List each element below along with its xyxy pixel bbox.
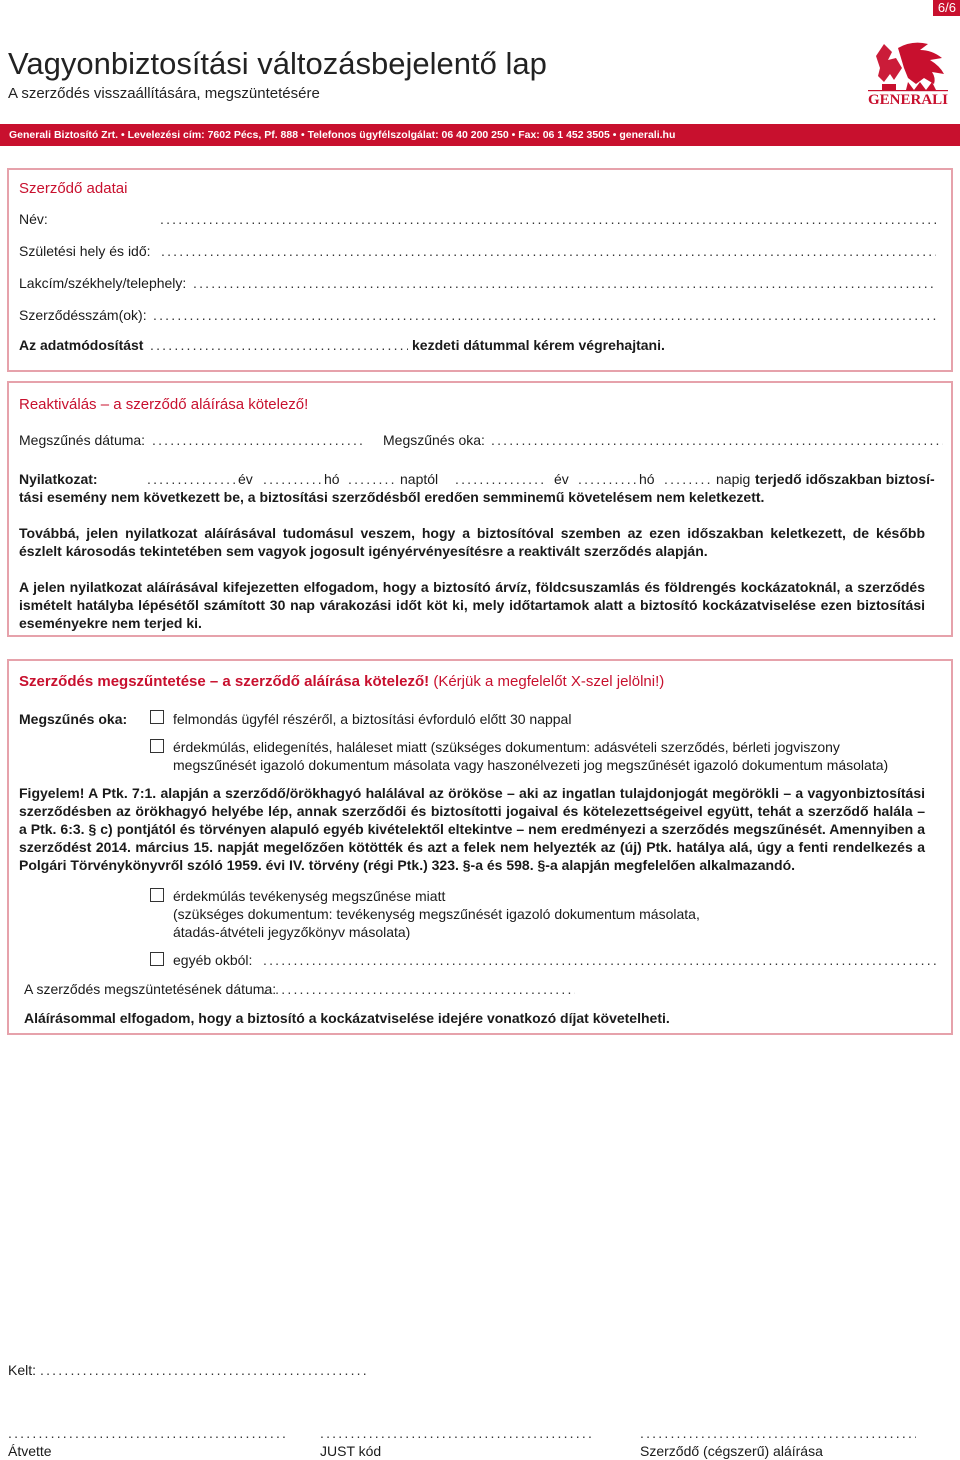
- termination-date-field[interactable]: [263, 980, 575, 998]
- decl-year-field[interactable]: [147, 470, 235, 488]
- decl-days-label: napig: [716, 471, 751, 487]
- section-heading-policyholder: Szerződő adatai: [19, 180, 128, 197]
- decl-from-label: naptól: [400, 471, 439, 487]
- name-field[interactable]: [160, 210, 936, 228]
- birth-label: Születési hely és idő:: [19, 243, 151, 259]
- contract-number-field[interactable]: [153, 306, 936, 324]
- decl-month-label: hó: [324, 471, 340, 487]
- option-other-field[interactable]: [263, 951, 936, 969]
- birth-field[interactable]: [161, 242, 936, 260]
- name-label: Név:: [19, 211, 48, 227]
- modification-text: kezdeti dátummal kérem végrehajtani.: [412, 337, 665, 353]
- modification-label: Az adatmódosítást: [19, 337, 144, 353]
- decl-day2-field[interactable]: [664, 470, 714, 488]
- address-label: Lakcím/székhely/telephely:: [19, 275, 187, 291]
- section-heading-termination-wrap: [19, 673, 664, 691]
- option-activity-end-checkbox[interactable]: [150, 888, 164, 902]
- option-activity-end-line1: érdekmúlás tevékenység megszűnése miatt: [173, 888, 446, 904]
- option-activity-end-line2: (szükséges dokumentum: tevékenység megszűnését igazoló dokumentum másolata,: [173, 906, 700, 922]
- section-heading-termination: Szerződés megszűntetése – a szerződő aláírása kötelező!: [19, 673, 430, 690]
- option-other-label: egyéb okból:: [173, 952, 253, 968]
- end-date-field[interactable]: [152, 431, 362, 449]
- option-interest-loss-line2: megszűnését igazoló dokumentum másolata vagy haszonélvezeti jog megszűnését igazoló dokumentum másolata): [173, 757, 889, 773]
- signature-label-just-code: JUST kód: [320, 1443, 382, 1459]
- decl-year2-label: év: [554, 471, 569, 487]
- contact-bar: Generali Biztosító Zrt. • Levelezési cím: 7602 Pécs, Pf. 888 • Telefonos ügyfélszolgálat: 06 40 200 250 • Fax: 06 1 452 3505 • generali.hu: [0, 124, 960, 146]
- decl-year2-field[interactable]: [455, 470, 543, 488]
- declaration-label: Nyilatkozat:: [19, 471, 98, 487]
- decl-month-field[interactable]: [263, 470, 321, 488]
- page-subtitle: A szerződés visszaállítására, megszüntetésére: [8, 85, 320, 102]
- end-date-label: Megszűnés dátuma:: [19, 432, 146, 448]
- logo-wordmark: GENERALI: [867, 92, 949, 108]
- dated-label: Kelt:: [8, 1362, 37, 1378]
- decl-rest-line2: tási esemény nem következett be, a biztosítási szerződésből eredően semminemű követelésem nem keletkezett.: [19, 489, 765, 505]
- signature-label-received: Átvette: [8, 1443, 52, 1459]
- decl-year-label: év: [238, 471, 253, 487]
- option-activity-end-line3: átadás-átvételi jegyzőkönyv másolata): [173, 924, 411, 940]
- option-cancel-text: felmondás ügyfél részéről, a biztosítási évforduló előtt 30 nappal: [173, 711, 572, 727]
- decl-rest-line1: terjedő időszakban biztosí-: [755, 471, 935, 487]
- signature-line-policyholder[interactable]: [640, 1424, 916, 1442]
- decl-day-field[interactable]: [348, 470, 398, 488]
- signature-line-received[interactable]: [8, 1424, 288, 1442]
- end-reason-label: Megszűnés oka:: [383, 432, 485, 448]
- page-title: Vagyonbiztosítási változásbejelentő lap: [8, 46, 547, 81]
- option-cancel-checkbox[interactable]: [150, 710, 164, 724]
- reactivation-paragraph-1: Továbbá, jelen nyilatkozat aláírásával tudomásul veszem, hogy a biztosítóval szemben az ezen időszakban keletkezett, de később észlelt károsodás tekintetében sem vagyok jogosult igényérvényesítésre a reaktivált szerződés alapján.: [19, 525, 925, 559]
- section-heading-reactivation: Reaktiválás – a szerződő aláírása kötelező!: [19, 396, 309, 413]
- signature-line-just-code[interactable]: [320, 1424, 592, 1442]
- termination-date-label: A szerződés megszüntetésének dátuma:: [24, 981, 277, 997]
- option-other-checkbox[interactable]: [150, 952, 164, 966]
- option-interest-loss-checkbox[interactable]: [150, 739, 164, 753]
- end-reason-field[interactable]: [491, 431, 943, 449]
- termination-reason-label: Megszűnés oka:: [19, 711, 128, 727]
- page-number: 6/6: [933, 0, 960, 16]
- section-heading-note: (Kérjük a megfelelőt X-szel jelölni!): [433, 673, 665, 690]
- contract-number-label: Szerződésszám(ok):: [19, 307, 147, 323]
- generali-logo: [862, 38, 952, 108]
- modification-date-field[interactable]: [150, 336, 408, 354]
- dated-field[interactable]: [40, 1361, 370, 1379]
- reactivation-paragraph-2: A jelen nyilatkozat aláírásával kifejezetten elfogadom, hogy a biztosító árvíz, földcsuszamlás és földrengés kockázatoknál, a szerződés ismételt hatályba lépésétől számított 30 nap várakozási időt köt ki, mely időtartamok alatt a biztosító kockázatviselése ezen biztosítási eseményekre nem terjed ki.: [19, 579, 925, 631]
- signature-label-policyholder: Szerződő (cégszerű) aláírása: [640, 1443, 823, 1459]
- address-field[interactable]: [193, 274, 936, 292]
- acceptance-statement: Aláírásommal elfogadom, hogy a biztosító a kockázatviselése idejére vonatkozó díjat követelheti.: [24, 1010, 670, 1026]
- inheritance-warning: Figyelem! A Ptk. 7:1. alapján a szerződő/örökhagyó halálával az örököse – aki az ingatlan tulajdonjogát megörökli – a vagyonbiztosítási szerződésben az örökhagyó helyébe lép, annak szerződői és biztosítotti jogaival és kötelezettségeivel együtt, tehát a szerződő halála – a Ptk. 6:3. § c) pontjától és törvényen alapuló egyéb kivételektől eltekintve – nem eredményezi a szerződés megszűnését. Amennyiben a szerződést 2014. március 15. napját megelőzően kötötték és azt a felek nem helyezték az (új) Ptk. hatálya alá, úgy a fenti rendelkezés a Polgári Törvénykönyvről szóló 1959. évi IV. törvény (régi Ptk.) 323. §-a és 598. §-a alapján megfelelően alkalmazandó.: [19, 785, 925, 873]
- option-interest-loss-line1: érdekmúlás, elidegenítés, haláleset miatt (szükséges dokumentum: adásvételi szerződés, bérleti jogviszony: [173, 739, 840, 755]
- decl-month2-field[interactable]: [578, 470, 636, 488]
- decl-month2-label: hó: [639, 471, 655, 487]
